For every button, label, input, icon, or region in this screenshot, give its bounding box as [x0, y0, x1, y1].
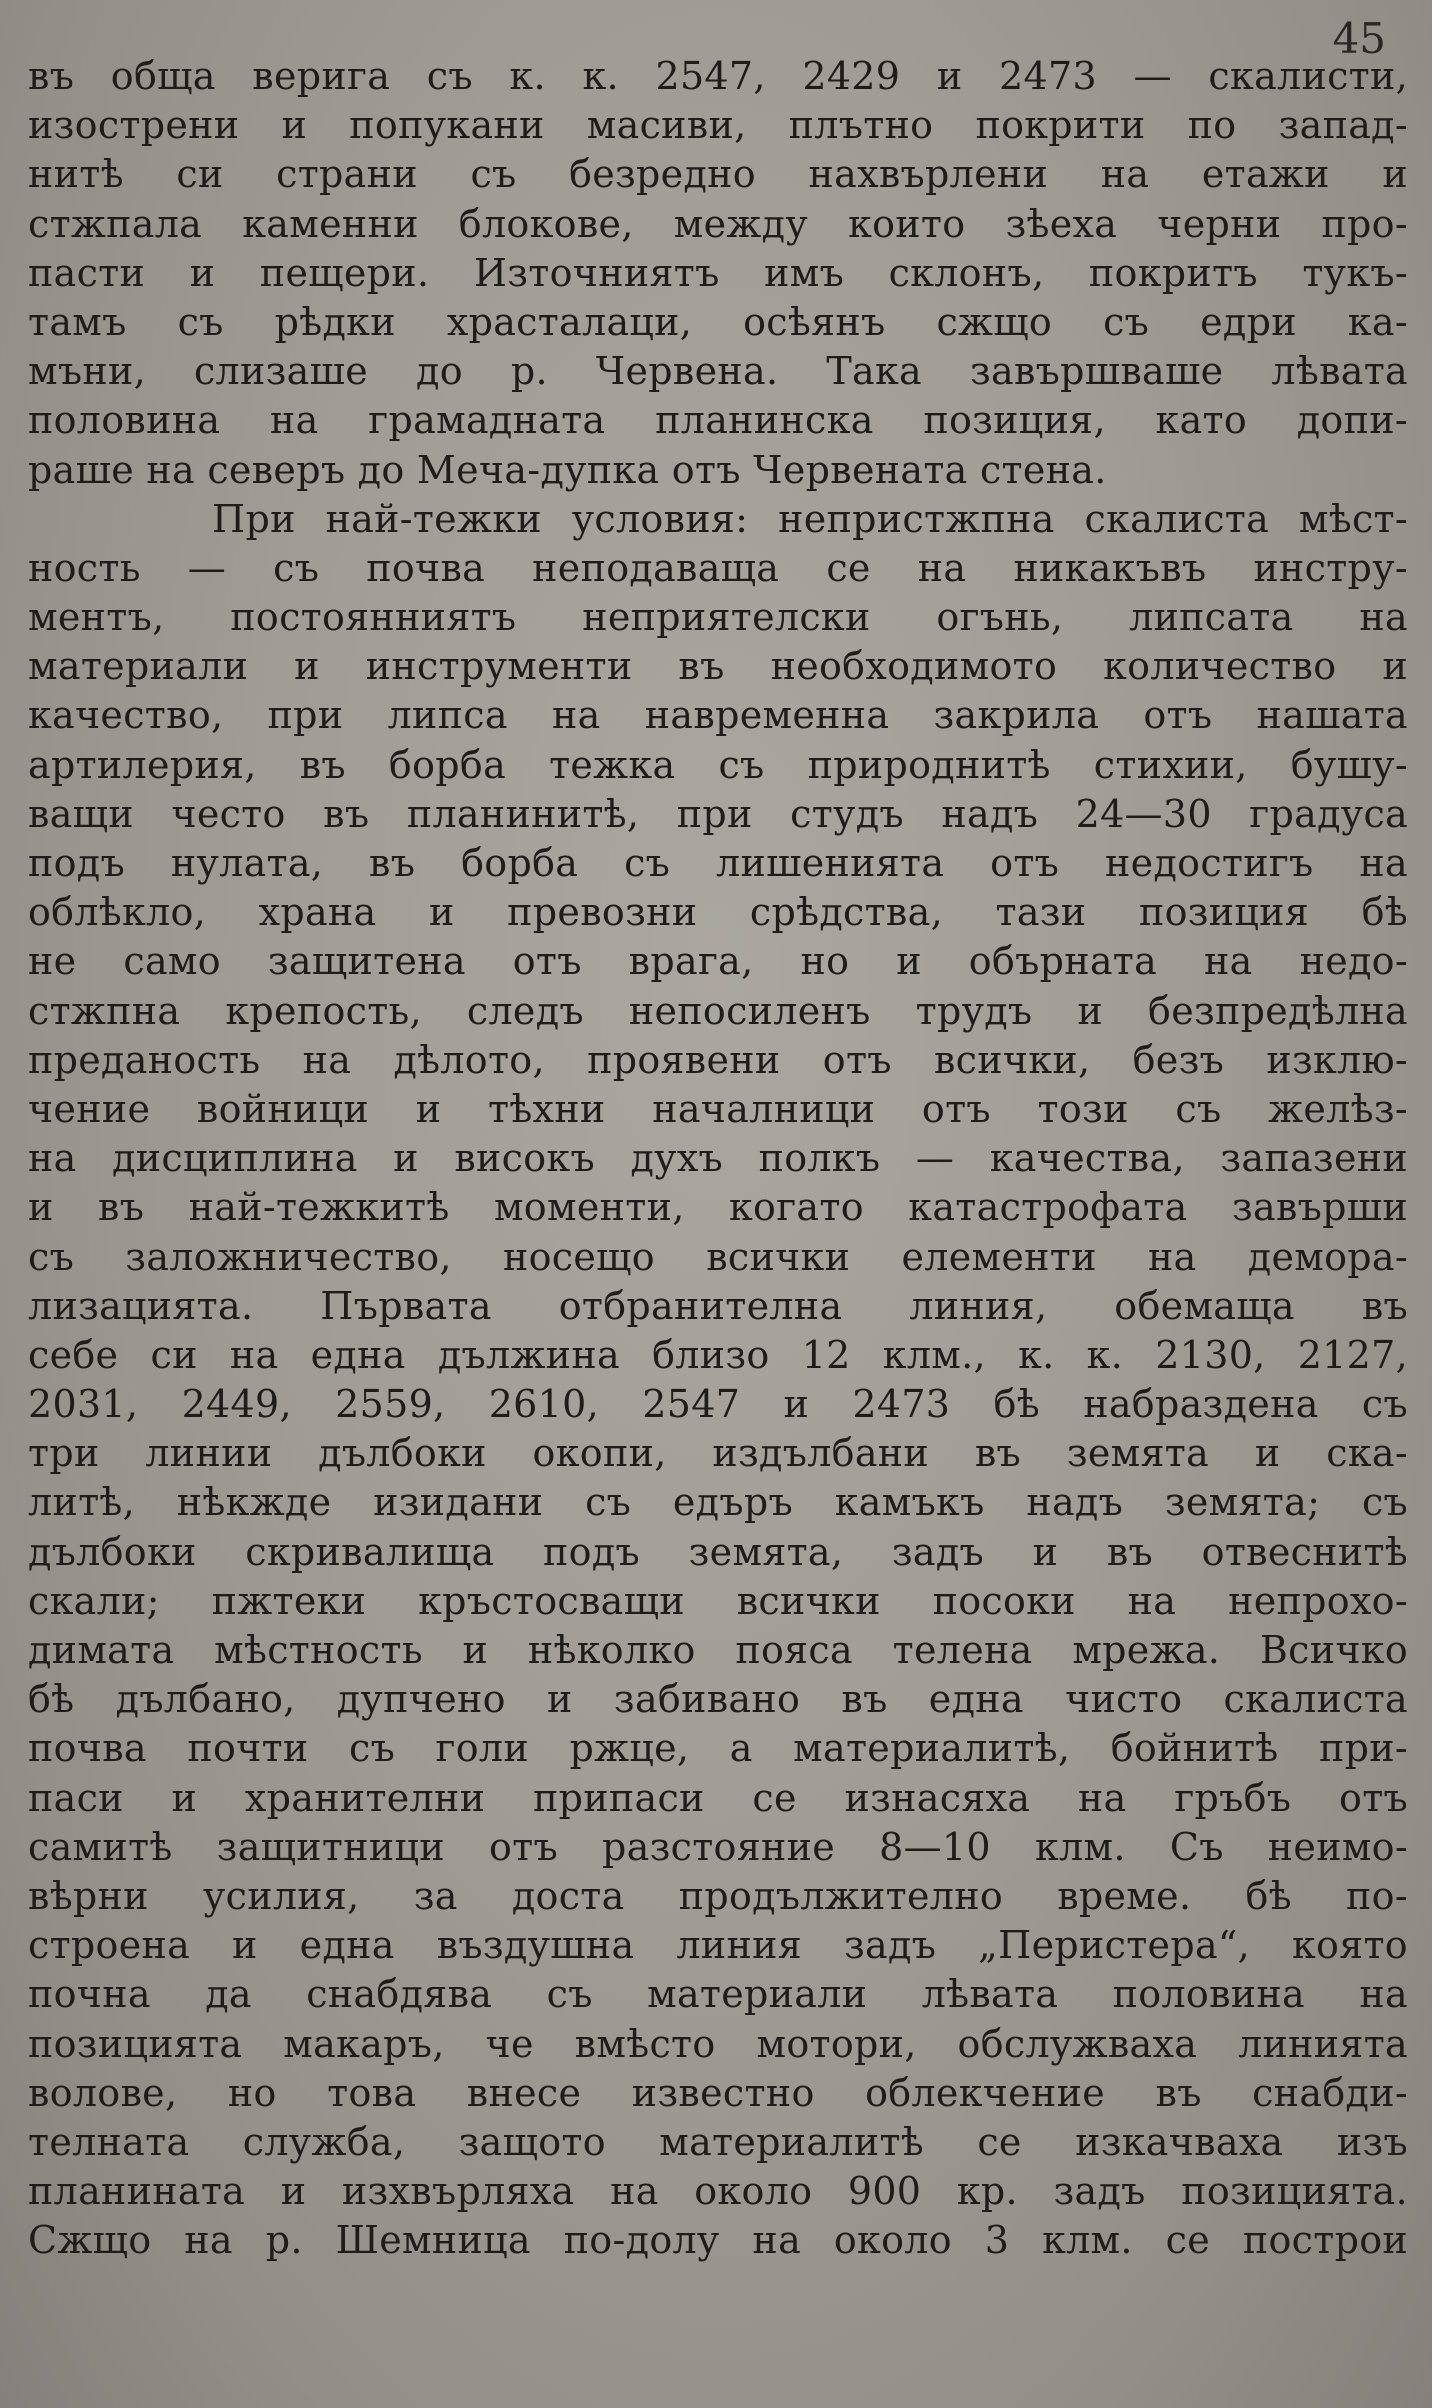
text-line-39: строена и една въздушна линия задъ „Перистера“, която: [28, 1923, 1408, 1968]
text-line-13: материали и инструменти въ необходимото количество и: [28, 644, 1408, 689]
text-line-38: вѣрни усилия, за доста продължително време. бѣ по-: [28, 1873, 1408, 1918]
text-line-27: себе си на една дължина близо 12 клм., к. к. 2130, 2127,: [28, 1332, 1408, 1377]
text-line-24: и въ най-тежкитѣ моменти, когато катастрофата завърши: [28, 1185, 1408, 1230]
text-line-45: Сжщо на р. Шемница по-долу на около 3 клм. се построи: [28, 2218, 1408, 2263]
text-line-22: чение войници и тѣхни началници отъ този съ желѣз-: [28, 1086, 1408, 1131]
text-line-11: ность — съ почва неподаваща се на никакъвъ инстру-: [28, 545, 1408, 590]
text-line-6: тамъ съ рѣдки храсталаци, осѣянъ сжщо съ едри ка-: [28, 299, 1408, 344]
text-line-7: мъни, слизаше до р. Червена. Така завършваше лѣвата: [28, 349, 1408, 394]
text-line-14: качество, при липса на навременна закрила отъ нашата: [28, 693, 1408, 738]
text-line-34: бѣ дълбано, дупчено и забивано въ една чисто скалиста: [28, 1677, 1408, 1722]
body-text: [28, 52, 1408, 2265]
paragraph-start-line: При най-тежки условия: непристжпна скалиста мѣст-: [212, 496, 1408, 541]
text-line-19: не само защитена отъ врага, но и обърната на недо-: [28, 939, 1408, 984]
text-line-44: планината и изхвърляха на около 900 кр. задъ позицията.: [28, 2169, 1408, 2214]
page-number: 45: [1332, 14, 1386, 63]
text-line-12: ментъ, постоянниятъ неприятелски огънь, липсата на: [28, 595, 1408, 640]
text-line-8: половина на грамадната планинска позиция, като допи-: [28, 398, 1408, 443]
text-line-29: три линии дълбоки окопи, издълбани въ земята и ска-: [28, 1431, 1408, 1476]
text-line-4: стжпала каменни блокове, между които зѣеха черни про-: [28, 201, 1408, 246]
text-line-28: 2031, 2449, 2559, 2610, 2547 и 2473 бѣ набраздена съ: [28, 1382, 1408, 1427]
text-line-3: нитѣ си страни съ безредно нахвърлени на етажи и: [28, 152, 1408, 197]
text-line-37: самитѣ защитници отъ разстояние 8—10 клм. Съ неимо-: [28, 1824, 1408, 1869]
text-line-20: стжпна крепость, следъ непосиленъ трудъ и безпредѣлна: [28, 988, 1408, 1033]
text-line-16: ващи често въ планинитѣ, при студъ надъ 24—30 градуса: [28, 791, 1408, 836]
text-line-36: паси и хранителни припаси се изнасяха на гръбъ отъ: [28, 1775, 1408, 1820]
text-line-33: димата мѣстность и нѣколко пояса телена мрежа. Всичко: [28, 1628, 1408, 1672]
text-line-9: раше на северъ до Меча-дупка отъ Червената стена.: [28, 447, 1107, 492]
text-line-32: скали; пжтеки кръстосващи всички посоки на непрохо-: [28, 1578, 1408, 1623]
text-line-42: волове, но това внесе известно облекчение въ снабди-: [28, 2070, 1408, 2115]
text-line-23: на дисциплина и високъ духъ полкъ — качества, запазени: [28, 1136, 1408, 1181]
text-line-43: телната служба, защото материалитѣ се изкачваха изъ: [28, 2119, 1408, 2164]
text-line-2: изострени и попукани масиви, плътно покрити по запад-: [28, 103, 1408, 148]
text-line-15: артилерия, въ борба тежка съ природнитѣ стихии, бушу-: [28, 742, 1408, 787]
text-line-21: преданость на дѣлото, проявени отъ всички, безъ изклю-: [28, 1037, 1408, 1082]
text-line-18: облѣкло, храна и превозни срѣдства, тази позиция бѣ: [28, 890, 1408, 935]
text-line-26: лизацията. Първата отбранителна линия, обемаща въ: [28, 1283, 1408, 1328]
text-line-17: подъ нулата, въ борба съ лишенията отъ недостигъ на: [28, 841, 1408, 885]
text-line-40: почна да снабдява съ материали лѣвата половина на: [28, 1972, 1408, 2017]
text-line-31: дълбоки скривалища подъ земята, задъ и въ отвеснитѣ: [28, 1529, 1408, 1574]
text-line-1: въ обща верига съ к. к. 2547, 2429 и 2473 — скалисти,: [28, 54, 1408, 98]
text-line-30: литѣ, нѣкжде изидани съ едъръ камъкъ надъ земята; съ: [28, 1480, 1408, 1525]
text-line-5: пасти и пещери. Източниятъ имъ склонъ, покритъ тукъ-: [28, 250, 1408, 295]
text-line-41: позицията макаръ, че вмѣсто мотори, обслужваха линията: [28, 2021, 1408, 2066]
text-line-35: почва почти съ голи ржце, а материалитѣ, бойнитѣ при-: [28, 1726, 1408, 1771]
text-line-25: съ заложничество, носещо всички елементи на демора-: [28, 1234, 1408, 1279]
